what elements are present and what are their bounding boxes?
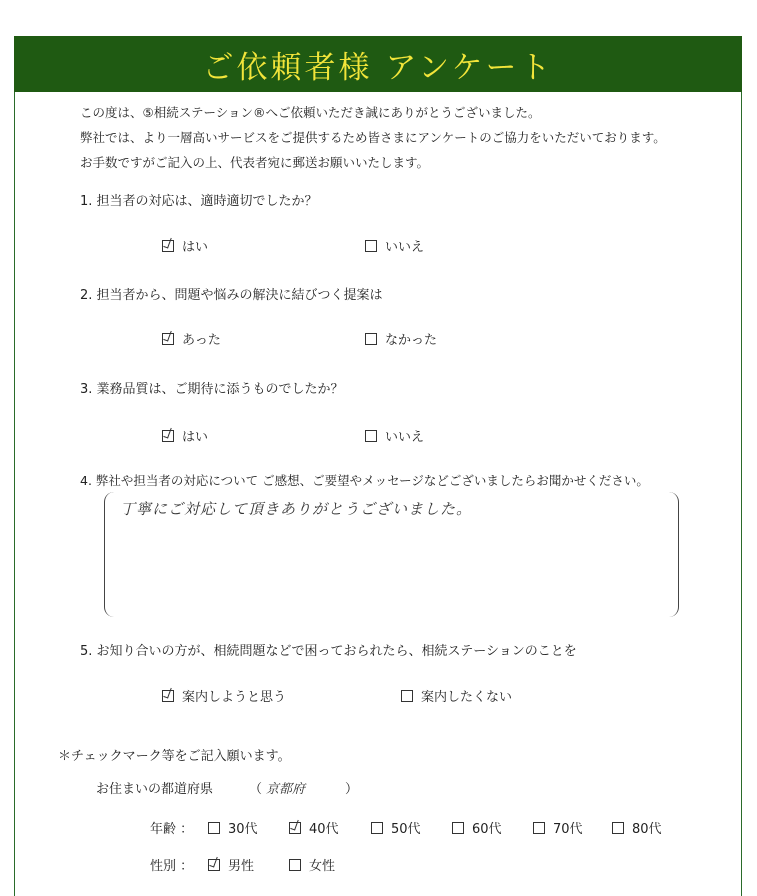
prefecture-value[interactable]: 京都府 [266,782,306,797]
age-option-30-label: 30代 [228,822,258,837]
q1-option-no-label: いいえ [385,240,425,255]
q1-option-yes-label: はい [182,240,209,255]
age-option-50-label: 50代 [391,822,421,837]
q1-option-yes[interactable] [162,236,208,255]
checkbox-checked[interactable] [162,690,174,702]
age-option-40-label: 40代 [309,822,339,837]
age-option-80[interactable] [612,818,662,837]
intro-line-1: この度は、⑤相続ステーション®へご依頼いただき誠にありがとうございました。 [80,105,541,120]
survey-header [14,36,742,92]
q2-option-yes-label: あった [182,333,221,348]
gender-option-male-label: 男性 [228,859,255,874]
age-option-30[interactable] [208,818,258,837]
question-1: 1. 担当者の対応は、適時適切でしたか？ [80,194,318,209]
age-option-80-label: 80代 [632,822,662,837]
q2-option-no-label: なかった [385,333,438,348]
comment-handwritten: 丁寧にご対応して頂きありがとうございました。 [120,500,473,518]
prefecture-row [96,778,358,797]
q3-option-yes[interactable] [162,426,208,445]
intro-line-3: お手数ですがご記入の上、代表者宛に郵送お願いいたします。 [80,155,430,170]
age-option-50[interactable] [371,818,421,837]
question-3: 3. 業務品質は、ご期待に添うものでしたか？ [80,382,344,397]
checkbox-empty[interactable] [371,822,383,834]
checkbox-checked[interactable] [289,822,301,834]
intro-line-2: 弊社では、より一層高いサービスをご提供するため皆さまにアンケートのご協力をいただいております。 [80,130,666,145]
age-option-70-label: 70代 [553,822,583,837]
checkbox-empty[interactable] [452,822,464,834]
checkbox-empty[interactable] [365,240,377,252]
gender-option-female[interactable] [289,855,335,874]
prefecture-label: お住まいの都道府県 [96,782,214,797]
age-option-60[interactable] [452,818,502,837]
checkbox-empty[interactable] [365,430,377,442]
checkbox-checked[interactable] [162,240,174,252]
checkbox-checked[interactable] [162,430,174,442]
question-4: 4. 弊社や担当者の対応について ご感想、ご要望やメッセージなどございましたらお聞かせください。 [80,473,649,488]
question-5: 5. お知り合いの方が、相続問題などで困っておられたら、相続ステーションのことを [80,644,577,659]
checkbox-checked[interactable] [162,333,174,345]
age-label: 年齢 ： [150,822,194,837]
q5-option-no-label: 案内したくない [421,690,513,705]
q2-option-yes[interactable] [162,329,221,348]
checkbox-empty[interactable] [612,822,624,834]
checkbox-empty[interactable] [401,690,413,702]
checkbox-empty[interactable] [289,859,301,871]
intro-text [80,100,720,175]
checkbox-empty[interactable] [365,333,377,345]
age-option-70[interactable] [533,818,583,837]
q1-option-no[interactable] [365,236,424,255]
q3-option-no-label: いいえ [385,430,425,445]
checkbox-empty[interactable] [208,822,220,834]
q5-option-yes[interactable] [162,686,286,705]
q5-option-no[interactable] [401,686,512,705]
q2-option-no[interactable] [365,329,437,348]
checkbox-empty[interactable] [533,822,545,834]
question-2: 2. 担当者から、問題や悩みの解決に結びつく提案は [80,288,383,303]
q3-option-no[interactable] [365,426,424,445]
prefecture-close-paren: ） [345,782,359,797]
gender-label: 性別 ： [150,859,194,874]
age-option-40[interactable] [289,818,339,837]
q3-option-yes-label: はい [182,430,209,445]
survey-title: ご依頼者様 アンケート [202,49,554,86]
gender-option-female-label: 女性 [309,859,336,874]
gender-option-male[interactable] [208,855,254,874]
prefecture-open-paren: （ [249,782,263,797]
checkmark-note: ＊チェックマーク等をご記入願います。 [58,749,291,764]
age-option-60-label: 60代 [472,822,502,837]
checkbox-checked[interactable] [208,859,220,871]
q5-option-yes-label: 案内しようと思う [182,690,287,705]
